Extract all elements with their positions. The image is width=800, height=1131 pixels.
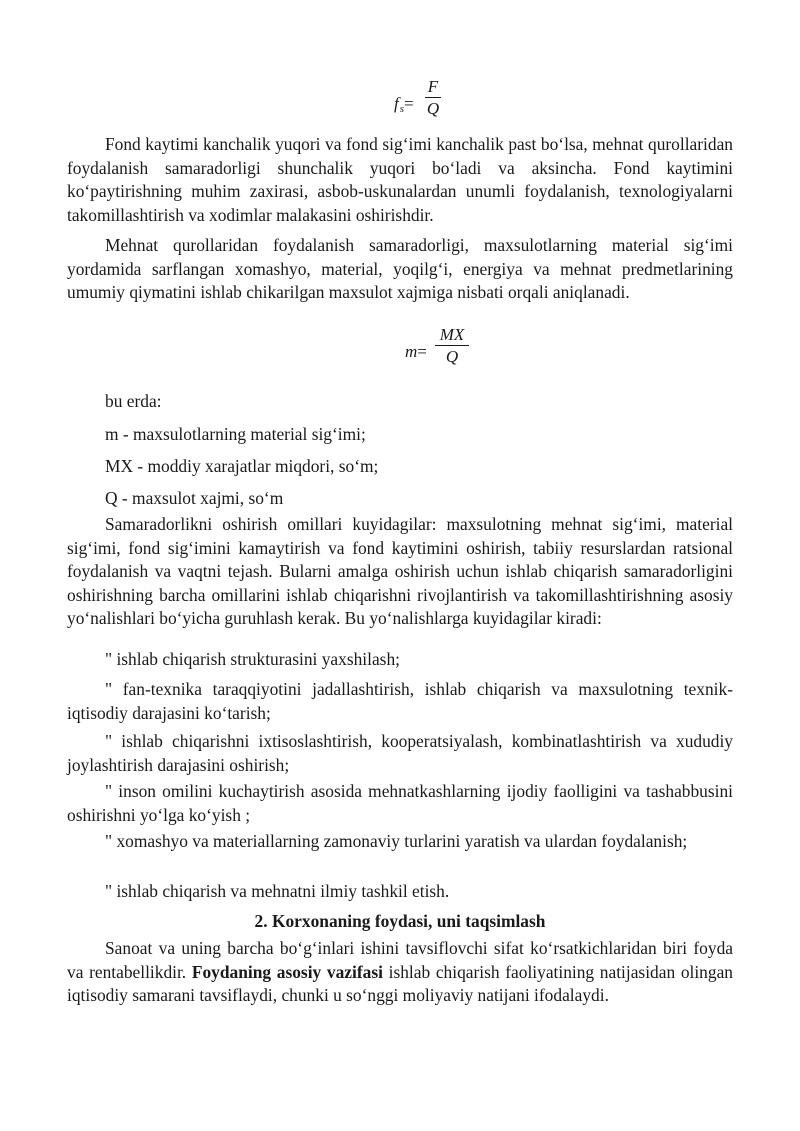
- section-heading: 2. Korxonaning foydasi, uni taqsimlash: [254, 911, 546, 931]
- bullet-item: " ishlab chiqarishni ixtisoslashtirish, kooperatsiyalash, kombinatlashtirish va xududiy joylashtirish darajasini oshirish;: [67, 731, 733, 775]
- paragraph-profit-text-2: ishlab chiqarish faoliyatining natijasidan olingan iqtisodiy samarani tavsiflaydi, chunki u so‘nggi moliyaviy natijani ifodalaydi.: [67, 961, 733, 1005]
- formula-fs-fraction: [425, 77, 441, 120]
- formula-m-numerator: MX: [439, 325, 465, 344]
- definitions-intro: bu erda:: [105, 391, 162, 411]
- definition-item: m - maxsulotlarning material sig‘imi;: [105, 424, 366, 444]
- bullet-item: " inson omilini kuchaytirish asosida mehnatkashlarning ijodiy faolligini va tashabbusini oshirishni yo‘lga ko‘yish ;: [67, 781, 733, 825]
- paragraph-profit: [67, 937, 733, 1008]
- formula-fs-denominator: Q: [426, 99, 440, 118]
- paragraph-efficiency-factors: Samaradorlikni oshirish omillari kuyidagilar: maxsulotning mehnat sig‘imi, material sig‘imi, fond sig‘imini kamaytirish va fond kaytimini oshirish, tabiiy resurslardan ratsional foydalanish va vaqtni tejash. Bularni amalga oshirish uchun ishlab chiqarish samaradorligini oshirishning barcha omillarini ishlab chiqarishni rivojlantirish va takomillashtirishning asosiy yo‘nalishlari bo‘yicha guruhlash kerak. Bu yo‘nalishlarga kuyidagilar kiradi:: [67, 514, 733, 628]
- formula-m-denominator: Q: [445, 347, 459, 366]
- paragraph-labor-tools-efficiency: Mehnat qurollaridan foydalanish samaradorligi, maxsulotlarning material sig‘imi yordamida sarflangan xomashyo, material, yoqilg‘i, energiya va mehnat predmetlarining umumiy qiymatini ishlab chikarilgan maxsulot xajmiga nisbati orqali aniqlanadi.: [67, 235, 733, 302]
- formula-fund-capacity: [394, 78, 454, 122]
- definition-item: Q - maxsulot xajmi, so‘m: [105, 488, 284, 508]
- bullet-item: " ishlab chiqarish va mehnatni ilmiy tashkil etish.: [105, 881, 450, 901]
- bullet-item: " fan-texnika taraqqiyotini jadallashtirish, ishlab chiqarish va maxsulotning texnik-iqtisodiy darajasini ko‘tarish;: [67, 679, 733, 723]
- paragraph-profit-bold: Foydaning asosiy vazifasi: [191, 961, 383, 982]
- formula-material-capacity: [405, 326, 475, 372]
- formula-m-fraction: [435, 325, 469, 368]
- formula-fs-numerator: F: [427, 77, 439, 96]
- definition-item: MX - moddiy xarajatlar miqdori, so‘m;: [105, 456, 379, 476]
- bullet-item: " ishlab chiqarish strukturasini yaxshilash;: [105, 649, 400, 669]
- formula-m-lhs: m=: [405, 342, 427, 361]
- paragraph-profit-text-1: Sanoat va uning barcha bo‘g‘inlari ishini tavsiflovchi sifat ko‘rsatkichlaridan biri foyda va rentabellikdir.: [67, 938, 733, 982]
- formula-fs-lhs: $f_s=$: [394, 94, 414, 115]
- bullet-item: " xomashyo va materiallarning zamonaviy turlarini yaratish va ulardan foydalanish;: [105, 831, 688, 851]
- paragraph-fund-return: Fond kaytimi kanchalik yuqori va fond sig‘imi kanchalik past bo‘lsa, mehnat qurollaridan foydalanish samaradorligi shunchalik yuqori bo‘ladi va aksincha. Fond kaytimini ko‘paytirishning muhim zaxirasi, asbob-uskunalardan unumli foydalanish, texnologiyalarni takomillashtirish va xodimlar malakasini oshirishdir.: [67, 134, 733, 225]
